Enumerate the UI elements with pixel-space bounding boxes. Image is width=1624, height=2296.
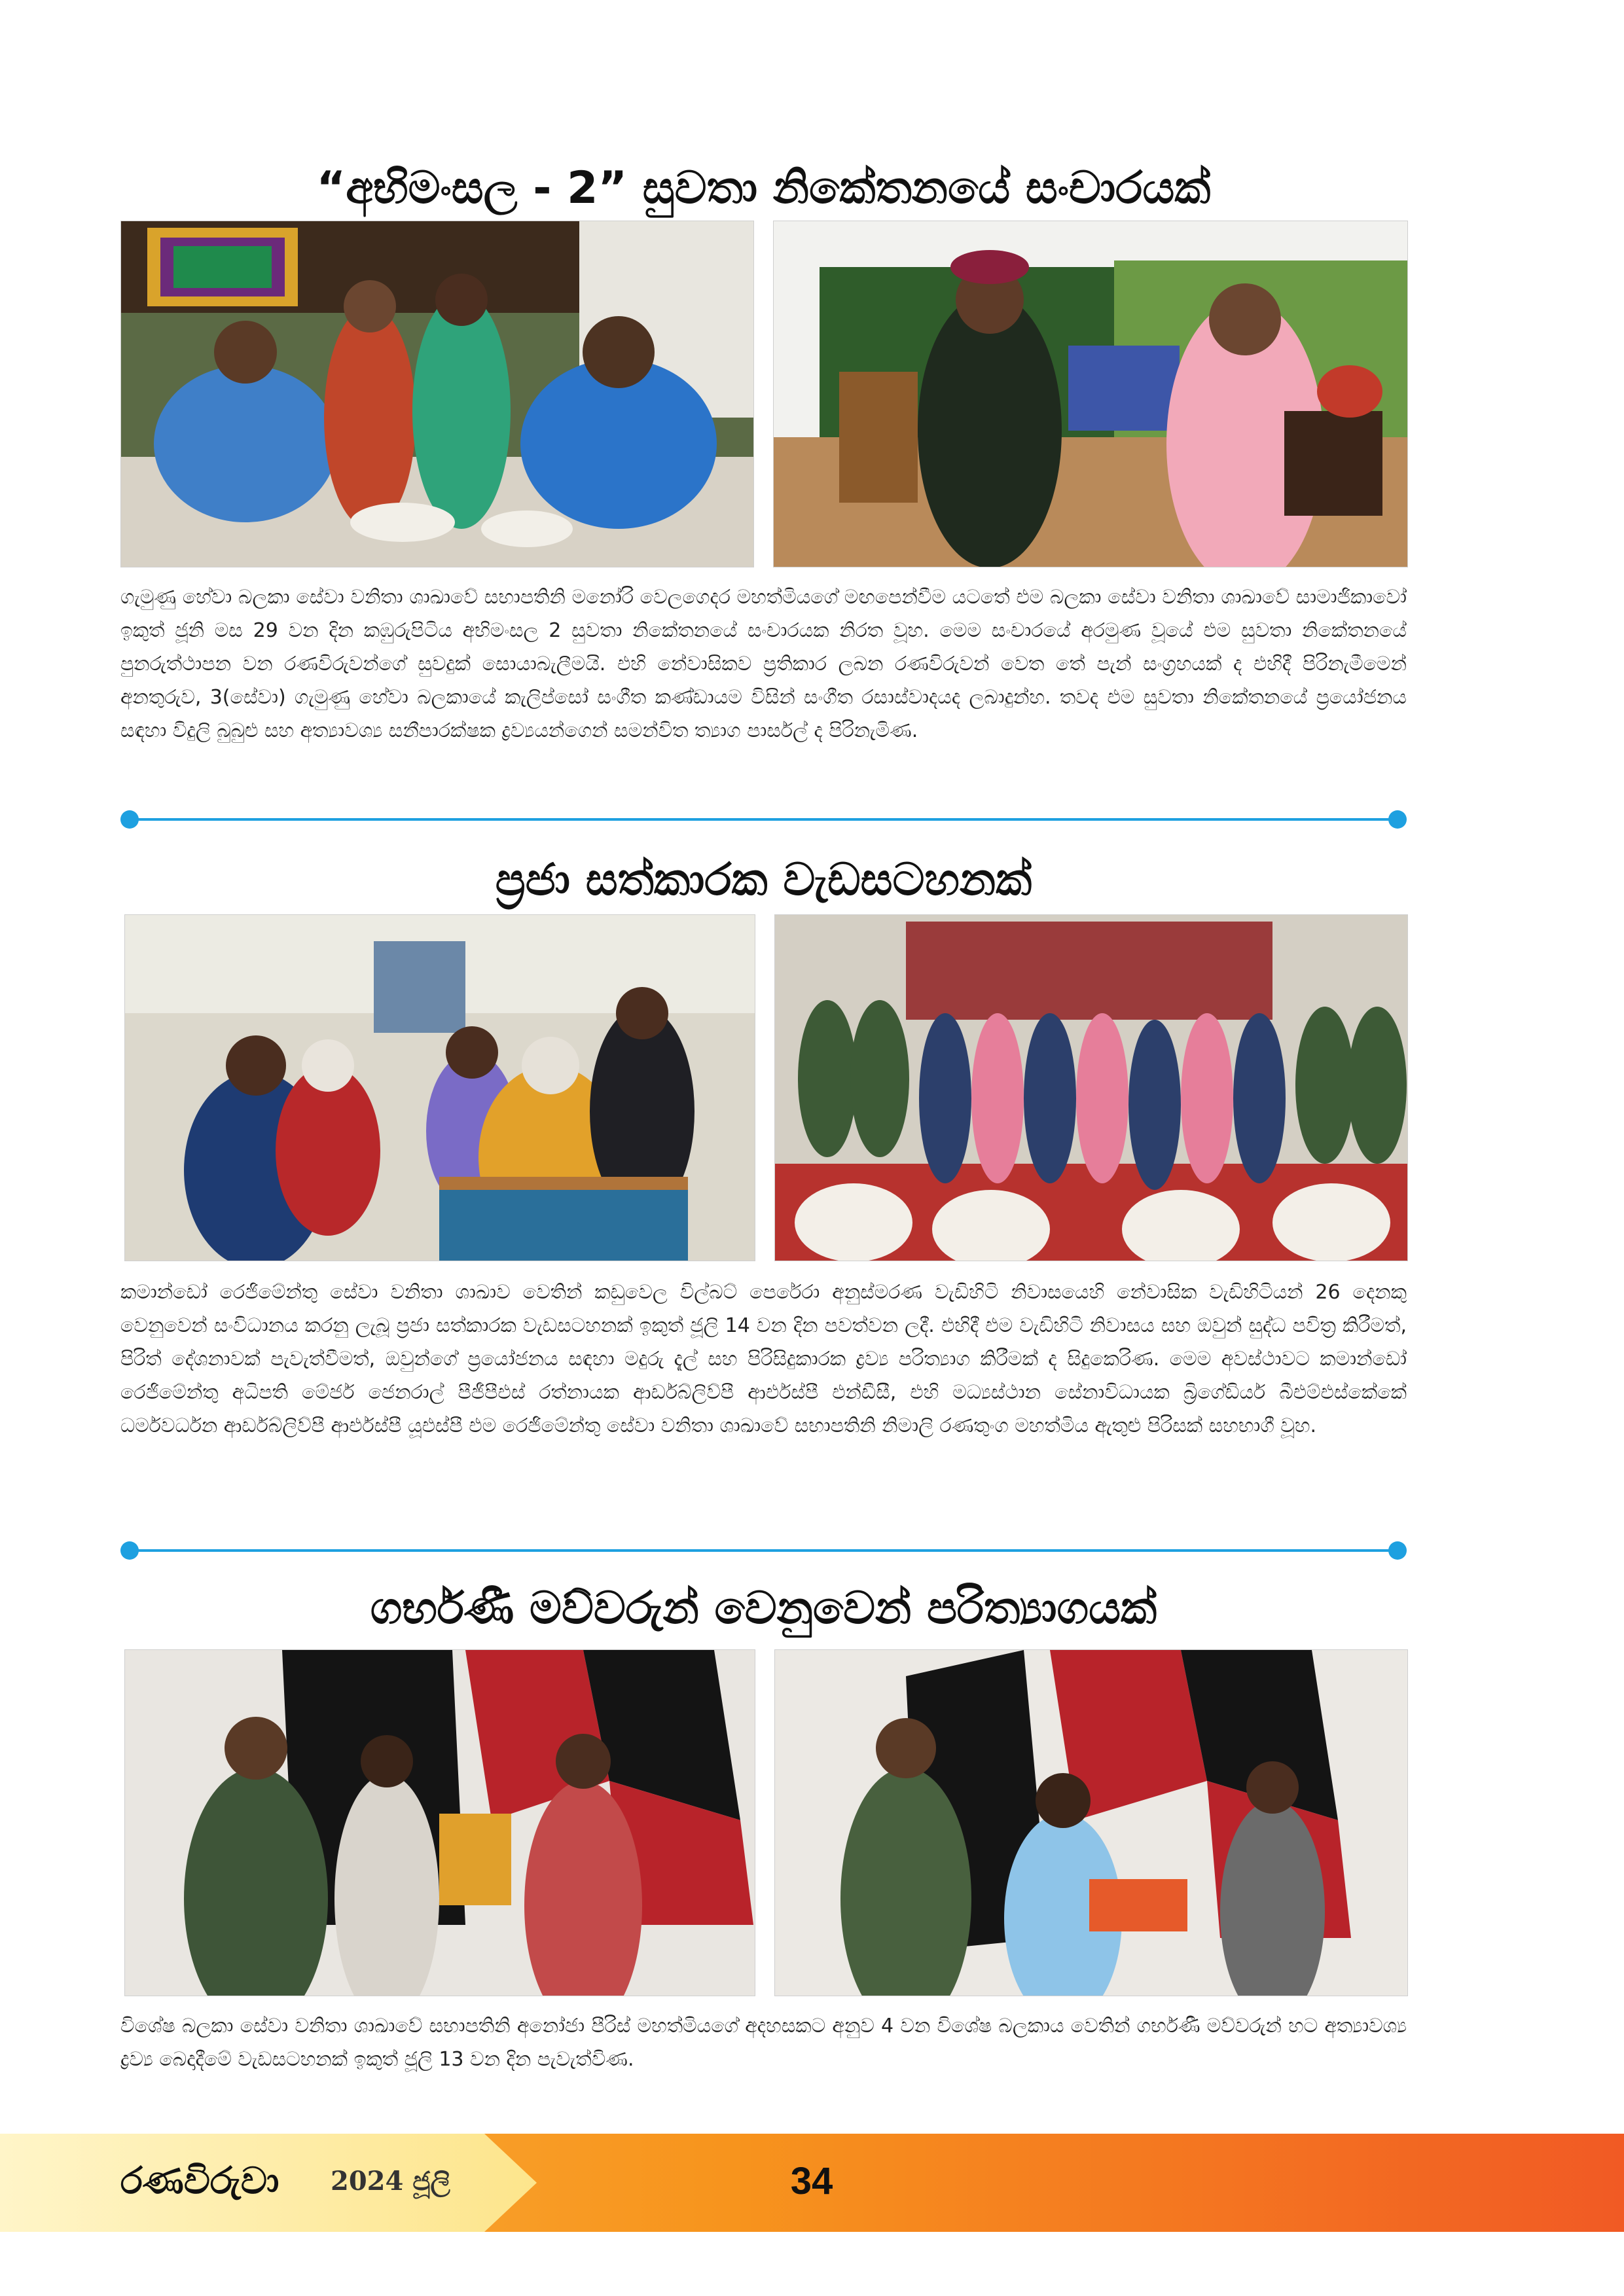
section-divider-1 [120,810,1407,829]
magazine-name: රණවිරුවා [120,2160,280,2202]
photo-donation-2 [774,1649,1408,1996]
body-text-community-care: කමාන්ඩෝ රෙජිමේන්තු සේවා වනිතා ශාඛාව වෙතින් කඩුවෙල විල්බට් පෙරේරා අනුස්මරණ වැඩිහිටි නිවාසයෙහි නේවාසික වැඩිහිටියන් 26 දෙනකු වෙනුවෙන් සංවිධානය කරනු ලැබූ ප්‍රජා සත්කාරක වැඩසටහනක් ඉකුත් ජූලි 14 වන දින පවත්වන ලදී. එහිදී එම වැඩිහිටි නිවාසය සහ ඔවුන් සුද්ධ පවිත්‍ර කිරීමත්, පිරිත් දේශනාවක් පැවැත්වීමත්, ඔවුන්ගේ ප්‍රයෝජනය සඳහා මදුරු දැල් සහ පිරිසිදුකාරක ද්‍රව්‍ය පරිත්‍යාග කිරීමක් ද සිදුකෙරිණ. මෙම අවස්ථාවට කමාන්ඩෝ රෙජිමේන්තු අධිපති මේජර් ජෙනරාල් පීජීපීඑස් රත්නායක ආර්ඩබ්ලිව්පී ආර්එස්පී එන්ඩීසී, එහි මධ්‍යස්ථාන සේනාවිධායක බ්‍රිගේඩියර් බීඑම්එස්කේකේ ධර්මවර්ධන ආර්ඩබ්ලිව්පී ආර්එස්පී යූඑස්පී එම රෙජිමේන්තු සේවා වනිතා ශාඛාවේ සභාපතිනි නිමාලි රණතුංග මහත්මිය ඇතුළු පිරිසක් සහභාගී වූහ. [120,1281,1407,1437]
page-number: 34 [790,2160,833,2202]
headline-donation: ගර්භණී මව්වරුන් වෙනුවෙන් පරිත්‍යාගයක් [370,1583,1157,1634]
photo-visit-lunch [120,221,754,567]
photo-visit-gift [773,221,1408,567]
headline-visit: “අභිමංසල - 2” සුවතා නිකේතනයේ සංචාරයක් [316,162,1211,214]
photo-donation-1 [124,1649,755,1996]
photo-group-event [774,914,1408,1261]
body-text-donation: විශේෂ බලකා සේවා වනිතා ශාඛාවේ සභාපතිනි අනෝජා පීරිස් මහත්මියගේ අදහසකට අනුව 4 වන විශේෂ බලකාය වෙතින් ගර්භණී මව්වරුන් හට අත්‍යාවශ්‍ය ද්‍රව්‍ය බෙදාදීමේ වැඩසටහනක් ඉකුත් ජූලි 13 වන දින පැවැත්විණ. [120,2015,1407,2071]
issue-date: 2024 ජූලි [331,2166,450,2197]
section-divider-2 [120,1541,1407,1560]
body-text-visit: ගැමුණු හේවා බලකා සේවා වනිතා ශාඛාවේ සභාපතිනි මනෝරි වෙලගෙදර මහත්මියගේ මඟපෙන්වීම යටතේ එම බලකා සේවා වනිතා ශාඛාවේ සාමාජිකාවෝ ඉකුත් ජූනි මස 29 වන දින කඹුරුපිටිය අභිමංසල 2 සුවතා නිකේතනයේ සංචාරයක නිරත වූහ. මෙම සංචාරයේ අරමුණ වූයේ එම සුවතා නිකේතනයේ පුනරුත්ථාපන වන රණවිරුවන්ගේ සුවදුක් සොයාබැලීමයි. එහි නේවාසිකව ප්‍රතිකාර ලබන රණවිරුවන් වෙත තේ පැන් සංග්‍රහයක් ද එහිදී පිරිනැමීමෙන් අනතුරුව, 3(සේවා) ගැමුණු හේවා බලකායේ කැලිප්සෝ සංගීත කණ්ඩායම විසින් සංගීත රසාස්වාදයද ලබාදුන්හ. තවද එම සුවතා නිකේතනයේ ප්‍රයෝජනය සඳහා විදුලි බුබුළු සහ අත්‍යාවශ්‍ය සනීපාරක්ෂක ද්‍රව්‍යයන්ගෙන් සමන්විත ත්‍යාග පාර්සල් ද පිරිනැමිණ. [120,586,1407,742]
photo-elders-home [124,914,755,1261]
headline-community-care: ප්‍රජා සත්කාරක වැඩසටහනක් [495,854,1032,906]
